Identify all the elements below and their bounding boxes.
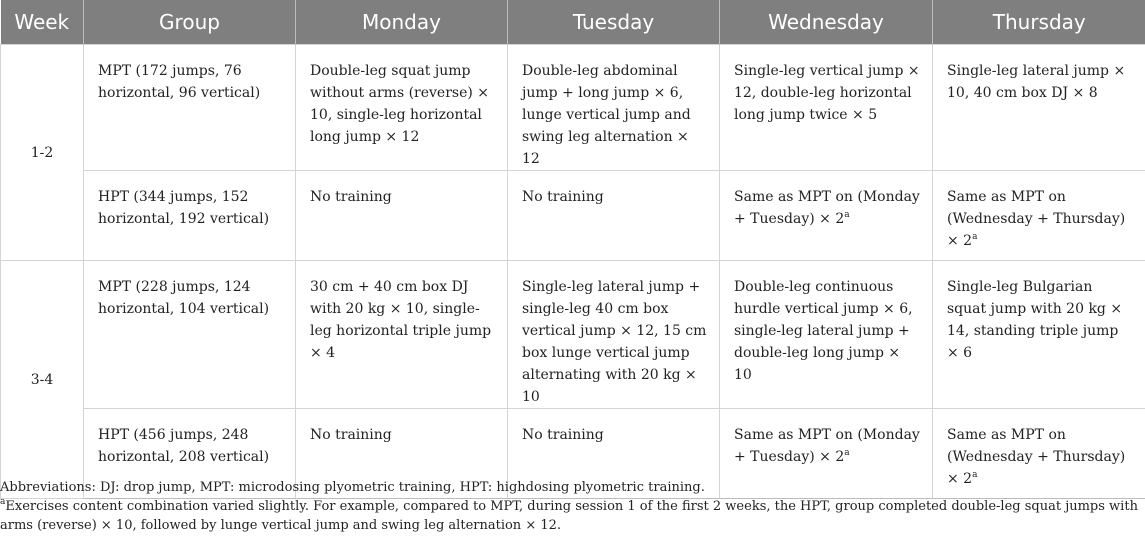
header-tuesday: Tuesday [508, 0, 720, 45]
footnote-marker: a [0, 497, 6, 507]
group-cell: HPT (344 jumps, 152 horizontal, 192 vertical) [84, 171, 296, 261]
tuesday-cell: No training [508, 171, 720, 261]
tuesday-cell: No training [508, 409, 720, 499]
cell-text: Same as MPT on (Wednesday + Thursday) × 2 [947, 427, 1126, 487]
footnote-a [0, 497, 1140, 535]
header-monday: Monday [296, 0, 508, 45]
thursday-cell: Single-leg Bulgarian squat jump with 20 kg × 14, standing triple jump × 6 [933, 261, 1145, 409]
footnote-text: Exercises content combination varied slightly. For example, compared to MPT, during session 1 of the first 2 weeks, the HPT, group completed double-leg squat jumps with arms (reverse) × 10, followed by lunge vertical jump and swing leg alternation × 12. [0, 499, 1138, 533]
group-cell: HPT (456 jumps, 248 horizontal, 208 vertical) [84, 409, 296, 499]
group-cell: MPT (172 jumps, 76 horizontal, 96 vertical) [84, 45, 296, 171]
week-cell: 1-2 [1, 45, 84, 261]
table-footnotes [0, 478, 1140, 535]
cell-text: Same as MPT on (Wednesday + Thursday) × 2 [947, 189, 1126, 249]
table-row [1, 171, 1145, 261]
footnote-marker: a [844, 448, 850, 458]
abbreviations-note: Abbreviations: DJ: drop jump, MPT: microdosing plyometric training, HPT: highdosing plyometric training. [0, 480, 705, 495]
header-thursday: Thursday [933, 0, 1145, 45]
week-cell: 3-4 [1, 261, 84, 499]
table-row [1, 45, 1145, 171]
monday-cell: 30 cm + 40 cm box DJ with 20 kg × 10, single-leg horizontal triple jump × 4 [296, 261, 508, 409]
wednesday-cell: Double-leg continuous hurdle vertical jump × 6, single-leg lateral jump + double-leg long jump × 10 [720, 261, 933, 409]
header-week: Week [1, 0, 84, 45]
header-row [1, 0, 1145, 45]
wednesday-cell [720, 171, 933, 261]
header-wednesday: Wednesday [720, 0, 933, 45]
footnote-marker: a [844, 210, 850, 220]
thursday-cell: Single-leg lateral jump × 10, 40 cm box DJ × 8 [933, 45, 1145, 171]
wednesday-cell: Single-leg vertical jump × 12, double-leg horizontal long jump twice × 5 [720, 45, 933, 171]
table-row [1, 261, 1145, 409]
header-group: Group [84, 0, 296, 45]
footnote-marker: a [972, 470, 978, 480]
cell-text: Same as MPT on (Monday + Tuesday) × 2 [734, 189, 920, 227]
monday-cell: Double-leg squat jump without arms (reverse) × 10, single-leg horizontal long jump × 12 [296, 45, 508, 171]
thursday-cell [933, 171, 1145, 261]
tuesday-cell: Single-leg lateral jump + single-leg 40 cm box vertical jump × 12, 15 cm box lunge vertical jump alternating with 20 kg × 10 [508, 261, 720, 409]
footnote-marker: a [972, 232, 978, 242]
cell-text: Same as MPT on (Monday + Tuesday) × 2 [734, 427, 920, 465]
monday-cell: No training [296, 409, 508, 499]
monday-cell: No training [296, 171, 508, 261]
group-cell: MPT (228 jumps, 124 horizontal, 104 vertical) [84, 261, 296, 409]
tuesday-cell: Double-leg abdominal jump + long jump × 6, lunge vertical jump and swing leg alternation × 12 [508, 45, 720, 171]
